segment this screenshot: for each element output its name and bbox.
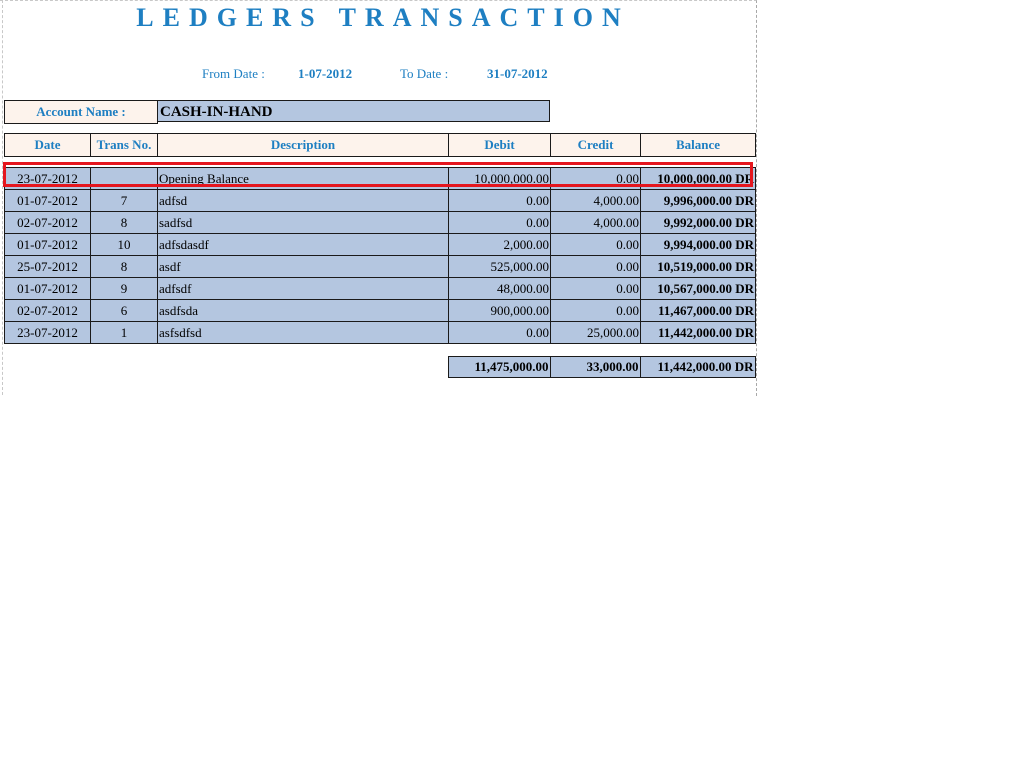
cell-debit: 2,000.00 — [449, 234, 551, 256]
cell-credit: 0.00 — [551, 234, 641, 256]
cell-trans-no: 6 — [91, 300, 158, 322]
total-balance: 11,442,000.00 DR — [640, 357, 755, 378]
totals-spacer — [157, 357, 448, 378]
ledger-table — [4, 167, 756, 344]
cell-balance: 10,000,000.00 DR — [641, 168, 756, 190]
cell-trans-no: 9 — [91, 278, 158, 300]
column-header-credit: Credit — [551, 134, 641, 157]
cell-credit: 0.00 — [551, 168, 641, 190]
cell-credit: 0.00 — [551, 256, 641, 278]
cell-debit: 10,000,000.00 — [449, 168, 551, 190]
cell-date: 01-07-2012 — [5, 278, 91, 300]
totals-spacer — [4, 357, 90, 378]
column-header-balance: Balance — [641, 134, 756, 157]
total-credit: 33,000.00 — [550, 357, 640, 378]
cell-debit: 0.00 — [449, 322, 551, 344]
totals-row — [4, 356, 756, 378]
cell-debit: 0.00 — [449, 212, 551, 234]
table-row[interactable] — [5, 212, 756, 234]
cell-credit: 4,000.00 — [551, 212, 641, 234]
cell-date: 23-07-2012 — [5, 168, 91, 190]
table-row[interactable] — [5, 190, 756, 212]
cell-date: 02-07-2012 — [5, 300, 91, 322]
table-row[interactable] — [5, 256, 756, 278]
cell-description: adfsd — [158, 190, 449, 212]
table-row[interactable] — [5, 300, 756, 322]
cell-date: 02-07-2012 — [5, 212, 91, 234]
cell-debit: 0.00 — [449, 190, 551, 212]
cell-debit: 900,000.00 — [449, 300, 551, 322]
report-title: LEDGERS TRANSACTION — [136, 3, 630, 32]
opening-balance-highlight — [3, 162, 753, 187]
cell-description: asdfsda — [158, 300, 449, 322]
cell-balance: 11,442,000.00 DR — [641, 322, 756, 344]
cell-trans-no: 8 — [91, 212, 158, 234]
from-date-value: 1-07-2012 — [298, 66, 353, 81]
cell-balance: 9,994,000.00 DR — [641, 234, 756, 256]
account-name-value: CASH-IN-HAND — [157, 100, 550, 122]
column-header-trans-no: Trans No. — [91, 134, 158, 157]
table-row[interactable] — [5, 234, 756, 256]
cell-balance: 10,519,000.00 DR — [641, 256, 756, 278]
to-date-value: 31-07-2012 — [487, 66, 548, 81]
cell-date: 25-07-2012 — [5, 256, 91, 278]
cell-description: adfsdasdf — [158, 234, 449, 256]
cell-balance: 9,996,000.00 DR — [641, 190, 756, 212]
cell-trans-no: 1 — [91, 322, 158, 344]
report-page-left-edge — [2, 0, 3, 395]
cell-trans-no: 10 — [91, 234, 158, 256]
cell-trans-no: 7 — [91, 190, 158, 212]
column-header-date: Date — [5, 134, 91, 157]
cell-credit: 25,000.00 — [551, 322, 641, 344]
table-row[interactable] — [5, 322, 756, 344]
total-debit: 11,475,000.00 — [448, 357, 550, 378]
cell-credit: 0.00 — [551, 278, 641, 300]
cell-description: sadfsd — [158, 212, 449, 234]
cell-trans-no: 8 — [91, 256, 158, 278]
cell-date: 23-07-2012 — [5, 322, 91, 344]
cell-balance: 11,467,000.00 DR — [641, 300, 756, 322]
account-name-label: Account Name : — [4, 100, 158, 124]
cell-description: asfsdfsd — [158, 322, 449, 344]
cell-description: Opening Balance — [158, 168, 449, 190]
cell-debit: 48,000.00 — [449, 278, 551, 300]
to-date-label: To Date : — [400, 66, 449, 81]
cell-balance: 10,567,000.00 DR — [641, 278, 756, 300]
cell-description: asdf — [158, 256, 449, 278]
column-header-description: Description — [158, 134, 449, 157]
cell-credit: 0.00 — [551, 300, 641, 322]
cell-credit: 4,000.00 — [551, 190, 641, 212]
from-date-label: From Date : — [202, 66, 265, 81]
ledger-header — [4, 133, 756, 157]
table-row[interactable] — [5, 278, 756, 300]
column-header-debit: Debit — [449, 134, 551, 157]
cell-date: 01-07-2012 — [5, 190, 91, 212]
cell-balance: 9,992,000.00 DR — [641, 212, 756, 234]
cell-debit: 525,000.00 — [449, 256, 551, 278]
totals-spacer — [90, 357, 157, 378]
cell-description: adfsdf — [158, 278, 449, 300]
cell-date: 01-07-2012 — [5, 234, 91, 256]
